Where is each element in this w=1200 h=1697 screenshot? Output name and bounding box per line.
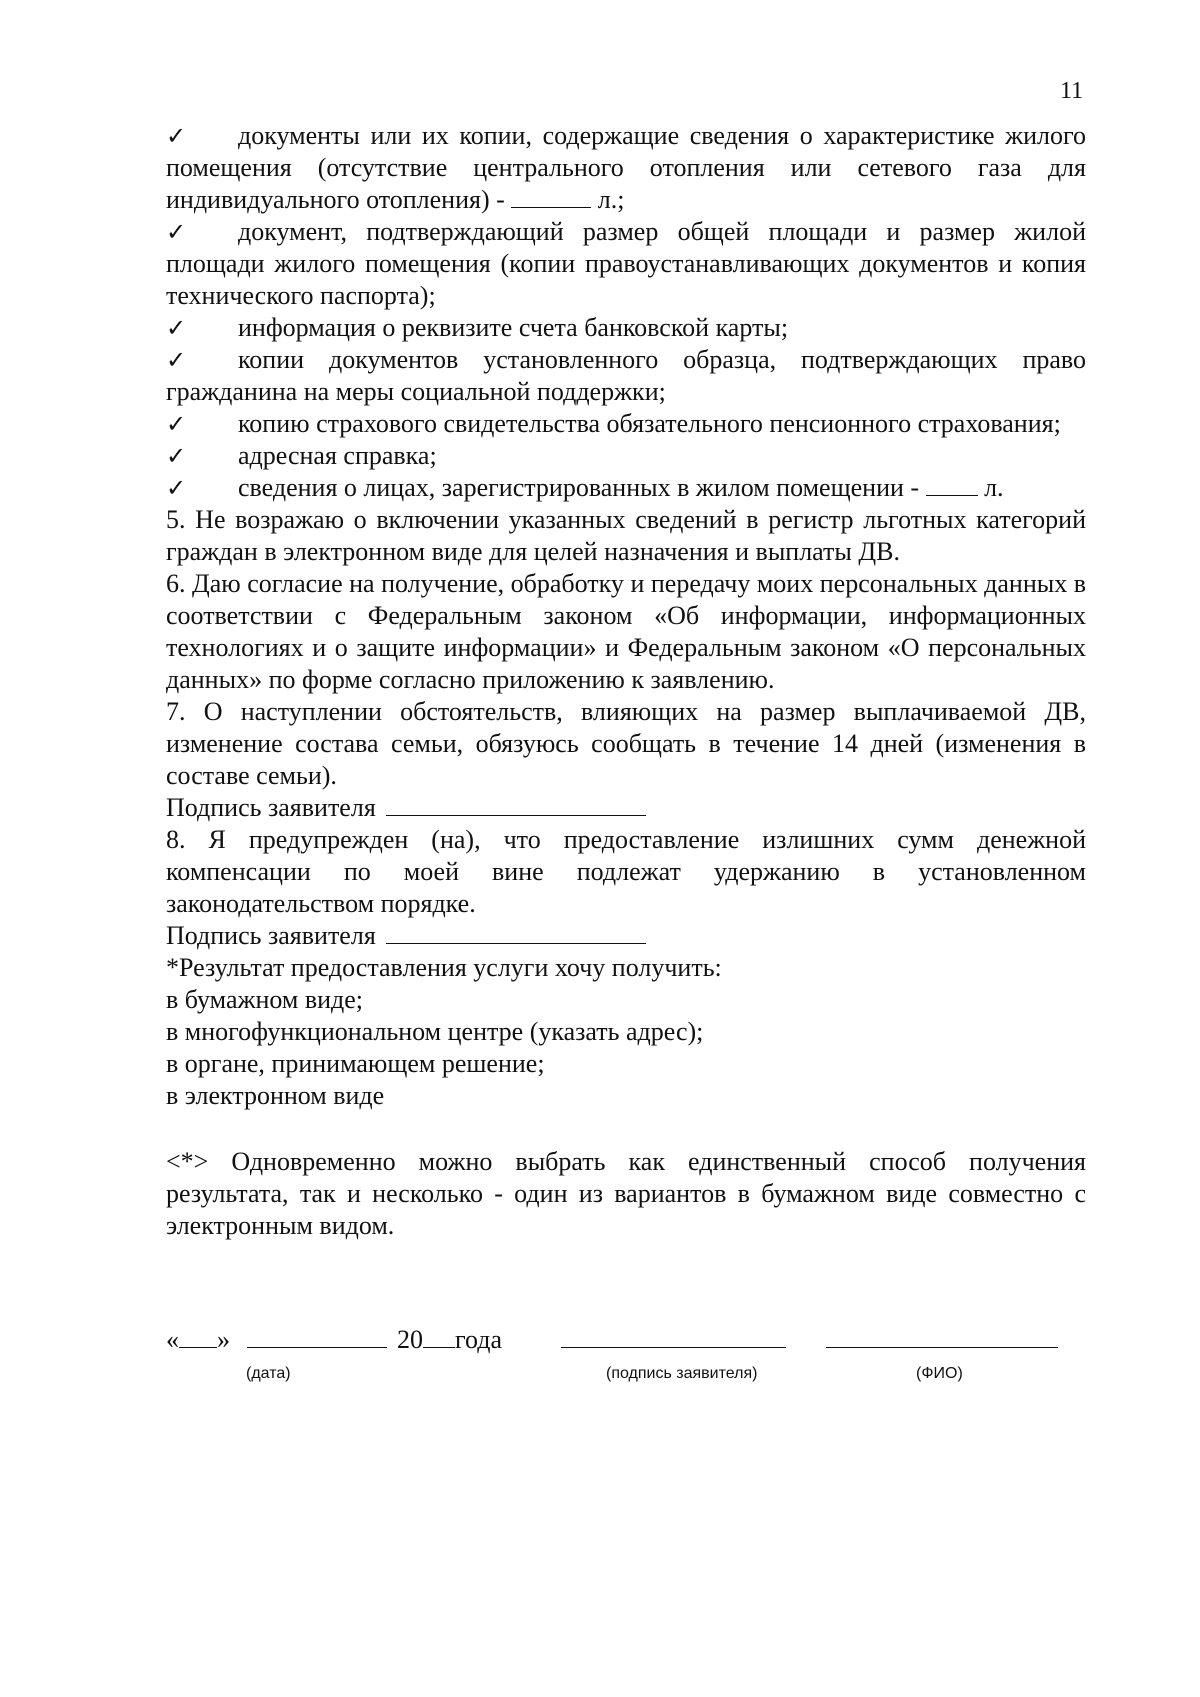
- checkmark-icon: ✓: [166, 346, 187, 374]
- close-quote: »: [217, 1325, 230, 1354]
- paragraph-6: 6. Даю согласие на получение, обработку и передачу моих персональных данных в соответствии с Федеральным законом «Об информации, информационных технологиях и о защите информации» и Федеральным законом «О персональных данных» по форме согласно приложению к заявлению.: [166, 569, 1086, 694]
- paragraph-7: 7. О наступлении обстоятельств, влияющих на размер выплачиваемой ДВ, изменение состава семьи, обязуюсь сообщать в течение 14 дней (изменения в составе семьи).: [166, 697, 1086, 790]
- date-signature-row: [166, 1325, 1086, 1385]
- checklist-item-suffix: л.: [977, 473, 1004, 502]
- day-blank[interactable]: [179, 1325, 217, 1348]
- signature-label: Подпись заявителя: [166, 793, 376, 822]
- checklist-item-text: копию страхового свидетельства обязательного пенсионного страхования;: [238, 409, 1061, 438]
- caption-date: (дата): [246, 1365, 291, 1382]
- year-prefix: 20: [397, 1325, 423, 1354]
- year-suffix: года: [455, 1325, 503, 1354]
- checkmark-icon: ✓: [166, 474, 187, 502]
- paragraph-5: 5. Не возражаю о включении указанных сведений в регистр льготных категорий граждан в электронном виде для целей назначения и выплаты ДВ.: [166, 505, 1086, 566]
- checklist-item: [166, 472, 1086, 504]
- checklist-item-text: информация о реквизите счета банковской карты;: [238, 313, 789, 342]
- checklist-item: [166, 408, 1086, 440]
- signature-blank[interactable]: [386, 793, 646, 816]
- year-blank[interactable]: [423, 1325, 455, 1348]
- open-quote: «: [166, 1325, 179, 1354]
- checklist-item-text: адресная справка;: [238, 441, 437, 470]
- signature-blank[interactable]: [386, 921, 646, 944]
- checklist-item: [166, 312, 1086, 344]
- signature-blank[interactable]: [561, 1325, 786, 1348]
- caption-signature: (подпись заявителя): [606, 1365, 758, 1382]
- checklist-item-text: документы или их копии, содержащие сведения о характеристике жилого помещения (отсутствие центрального отопления или сетевого газа для индивидуального отопления) -: [166, 121, 1086, 214]
- result-option: в бумажном виде;: [166, 985, 364, 1014]
- page-number: 11: [1060, 78, 1084, 104]
- fio-blank[interactable]: [826, 1325, 1058, 1348]
- result-heading: *Результат предоставления услуги хочу получить:: [166, 953, 722, 982]
- checkmark-icon: ✓: [166, 314, 187, 342]
- footnote: <*> Одновременно можно выбрать как единственный способ получения результата, так и несколько - один из вариантов в бумажном виде совместно с электронным видом.: [166, 1147, 1086, 1240]
- checkmark-icon: ✓: [166, 442, 187, 470]
- pages-blank: [511, 185, 591, 208]
- result-option: в электронном виде: [166, 1081, 385, 1110]
- checklist-item-text: документ, подтверждающий размер общей площади и размер жилой площади жилого помещения (копии правоустанавливающих документов и копия технического паспорта);: [166, 217, 1086, 310]
- checklist-item-suffix: л.;: [591, 185, 625, 214]
- date-field: [166, 1325, 502, 1355]
- signature-label: Подпись заявителя: [166, 921, 376, 950]
- checkmark-icon: ✓: [166, 122, 187, 150]
- checkmark-icon: ✓: [166, 218, 187, 246]
- checklist-item: [166, 216, 1086, 312]
- spacer: [166, 1112, 1086, 1146]
- document-body: [166, 120, 1086, 1242]
- checklist-item-text: сведения о лицах, зарегистрированных в жилом помещении -: [238, 473, 926, 502]
- checklist-item: [166, 120, 1086, 216]
- result-option: в многофункциональном центре (указать адрес);: [166, 1017, 704, 1046]
- signature-line-2: [166, 920, 1086, 952]
- caption-fio: (ФИО): [916, 1365, 963, 1382]
- checklist-item-text: копии документов установленного образца, подтверждающих право гражданина на меры социальной поддержки;: [166, 345, 1086, 406]
- checkmark-icon: ✓: [166, 410, 187, 438]
- month-blank[interactable]: [247, 1325, 387, 1348]
- paragraph-8: 8. Я предупрежден (на), что предоставление излишних сумм денежной компенсации по моей вине подлежат удержанию в установленном законодательством порядке.: [166, 825, 1086, 918]
- result-option: в органе, принимающем решение;: [166, 1049, 545, 1078]
- checklist-item: [166, 344, 1086, 408]
- pages-blank: [926, 473, 978, 496]
- checklist-item: [166, 440, 1086, 472]
- signature-line-1: [166, 792, 1086, 824]
